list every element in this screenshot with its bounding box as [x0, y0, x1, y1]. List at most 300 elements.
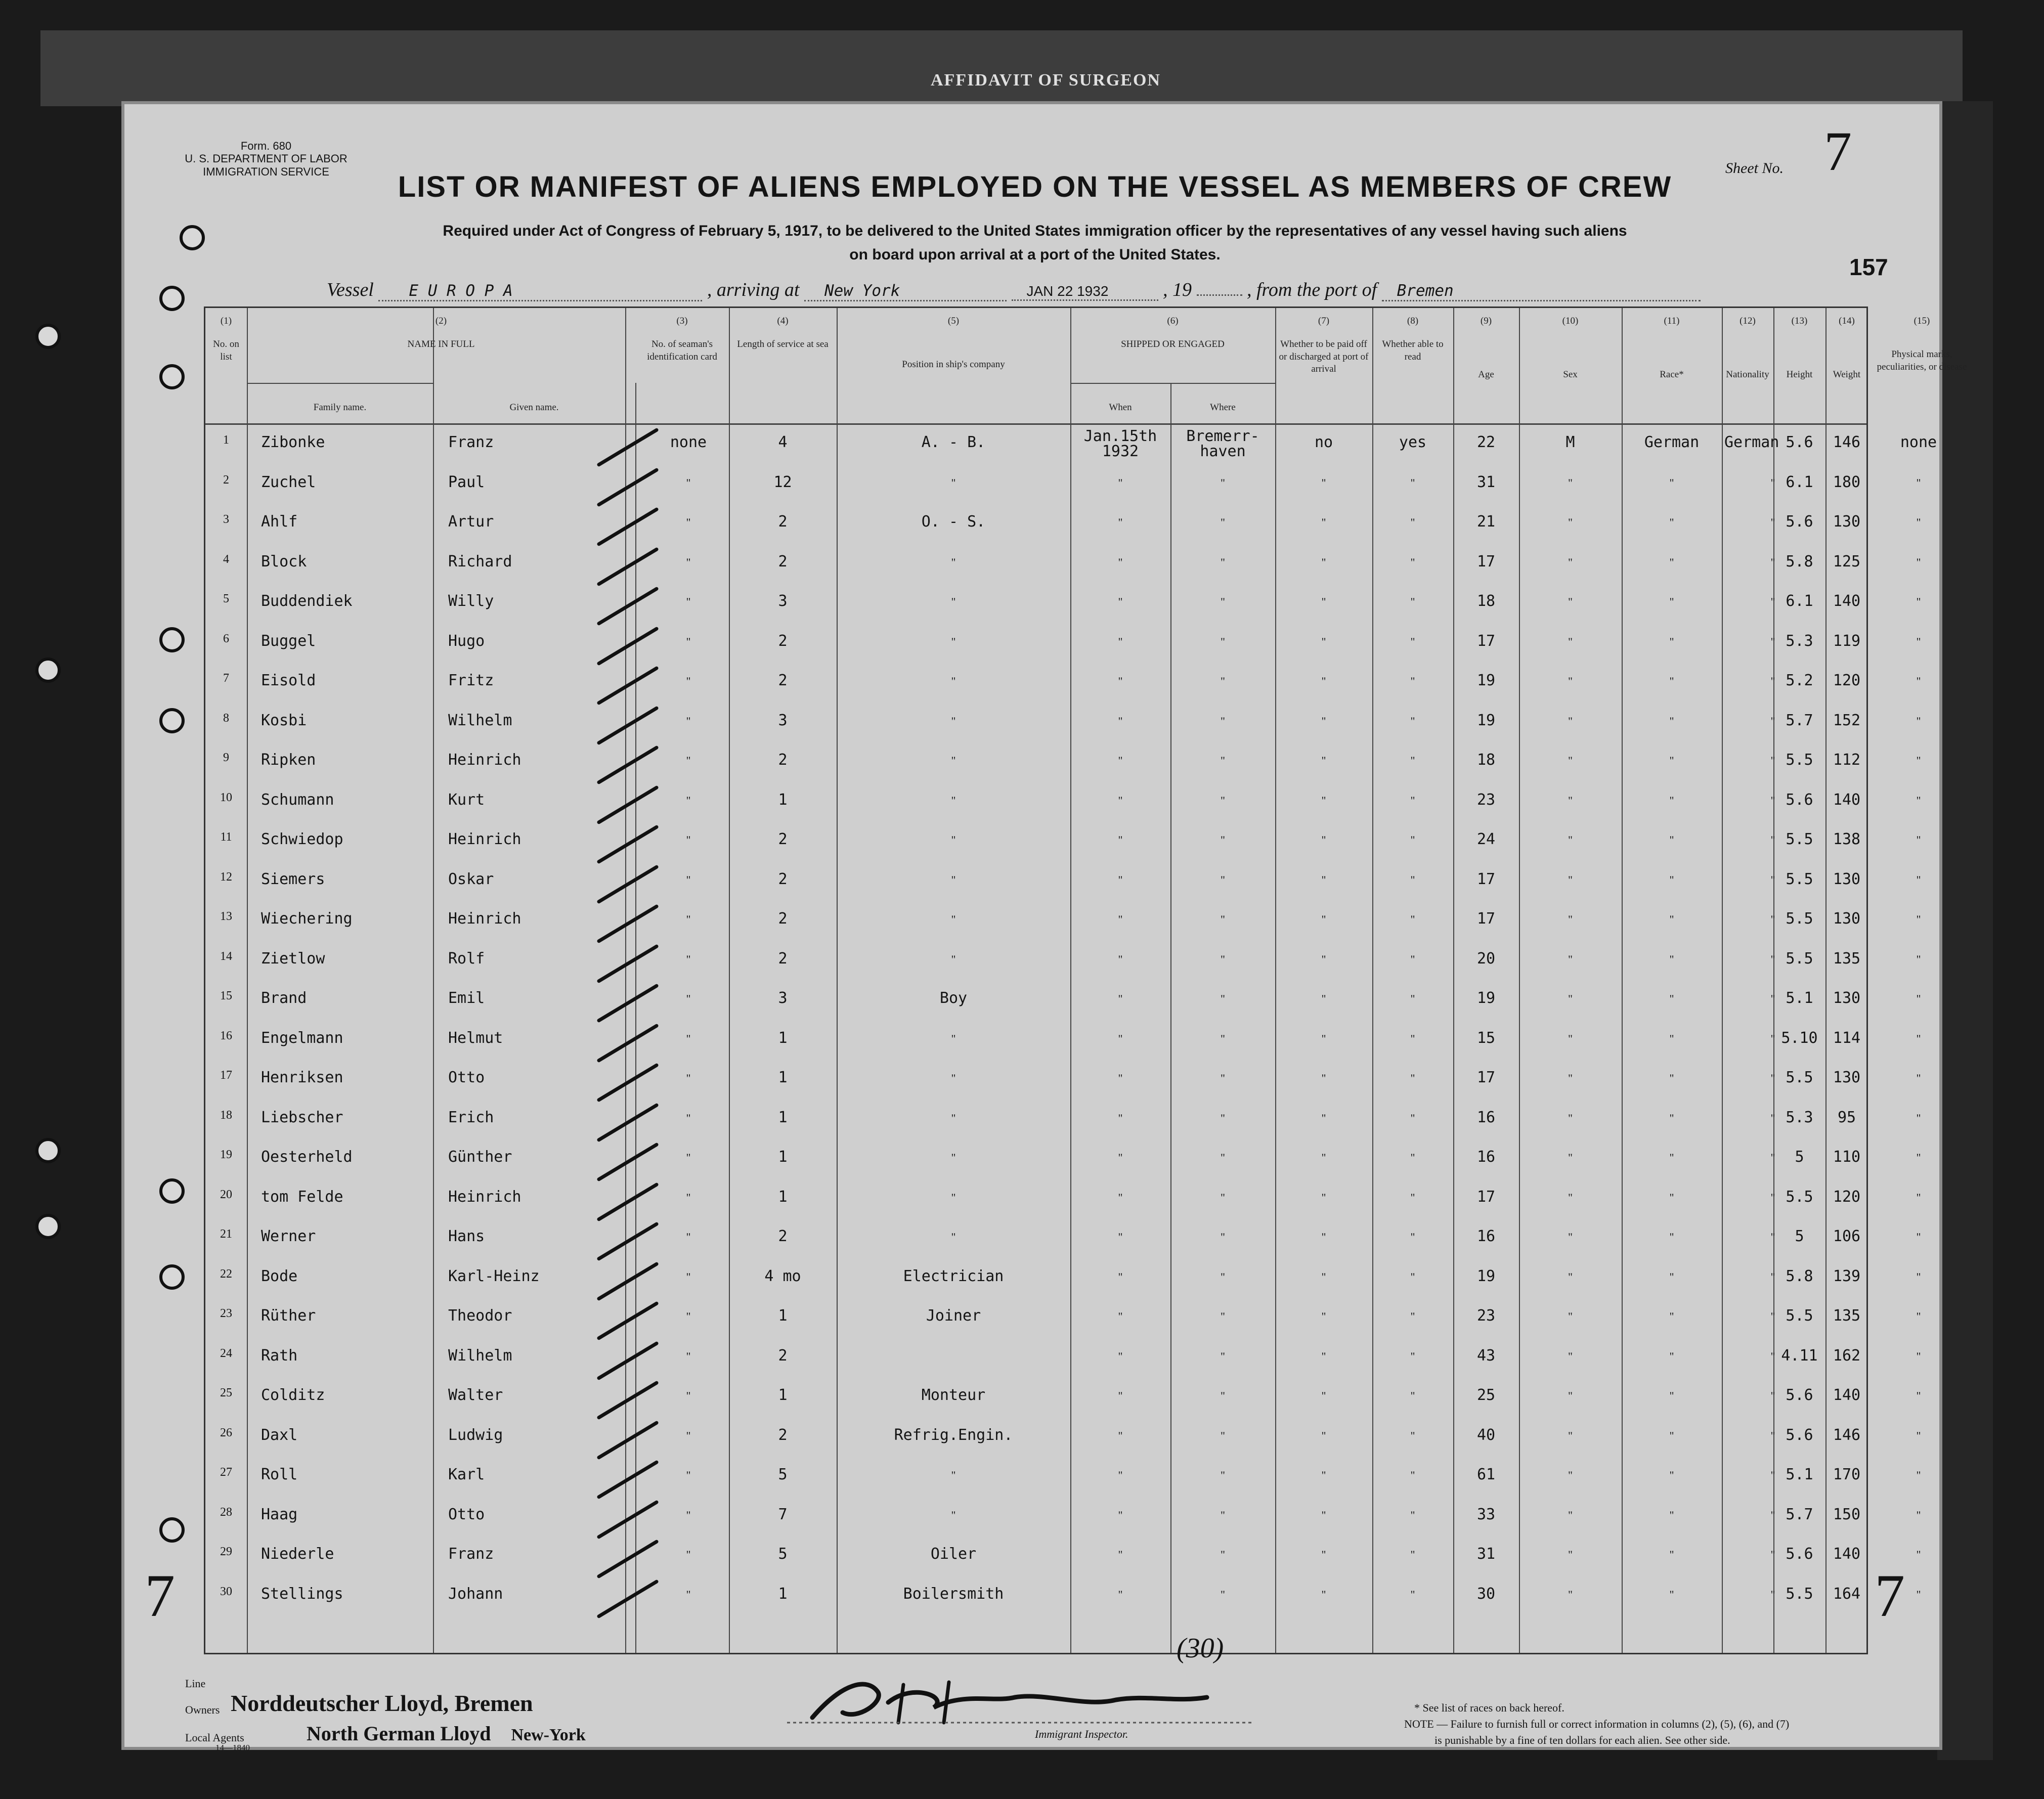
sex-ditto: "	[1568, 1191, 1573, 1204]
physical-marks-ditto: "	[1916, 1548, 1921, 1561]
shipped-where-2: haven	[1200, 443, 1246, 460]
age: 16	[1476, 1227, 1496, 1245]
column-rule	[1070, 308, 1071, 1653]
shipped-where-ditto: "	[1221, 1429, 1225, 1442]
paid-off-ditto: "	[1321, 794, 1326, 807]
shipped-where-ditto: "	[1221, 992, 1225, 1005]
owners-stamp: Norddeutscher Lloyd, Bremen	[231, 1690, 533, 1716]
paid-off-ditto: "	[1321, 1191, 1326, 1204]
family-name: Brand	[261, 989, 307, 1007]
shipped-when-ditto: "	[1118, 794, 1123, 807]
age: 16	[1476, 1108, 1496, 1126]
height: 5.6	[1786, 1545, 1813, 1563]
seaman-card-ditto: "	[686, 1469, 691, 1481]
seaman-card-ditto: "	[686, 992, 691, 1005]
family-name: Zibonke	[261, 433, 325, 451]
nationality-ditto: "	[1770, 1072, 1775, 1084]
binder-hole	[180, 225, 205, 250]
shipped-when-ditto: "	[1118, 1191, 1123, 1204]
weight: 140	[1833, 1545, 1861, 1563]
paid-off-ditto: "	[1321, 1508, 1326, 1521]
paid-off-ditto: "	[1321, 754, 1326, 767]
row-number: 4	[223, 552, 229, 566]
service-length: 1	[778, 1585, 788, 1603]
height: 5.5	[1786, 1307, 1813, 1325]
shipped-when-ditto: "	[1118, 1469, 1123, 1481]
service-length: 3	[778, 711, 788, 729]
column-header-4: Length of service at sea	[737, 339, 829, 349]
check-stroke	[596, 666, 659, 705]
row-number: 25	[220, 1386, 232, 1399]
sex-ditto: "	[1568, 1508, 1573, 1521]
paid-off-ditto: "	[1321, 1389, 1326, 1402]
ship-position-ditto: "	[951, 754, 956, 767]
nationality-ditto: "	[1770, 555, 1775, 568]
shipped-where-ditto: "	[1221, 794, 1225, 807]
sex-ditto: "	[1568, 1548, 1573, 1561]
family-name: Ripken	[261, 751, 316, 769]
weight: 112	[1833, 751, 1861, 769]
weight: 106	[1833, 1227, 1861, 1245]
check-stroke	[596, 1221, 659, 1261]
shipped-where-ditto: "	[1221, 595, 1225, 608]
weight: 125	[1833, 552, 1861, 571]
ship-position-ditto: "	[951, 952, 956, 966]
column-header-9: Age	[1478, 369, 1494, 380]
weight: 130	[1833, 513, 1861, 531]
seaman-card-ditto: "	[686, 794, 691, 807]
race-ditto: "	[1669, 1072, 1674, 1084]
able-to-read-ditto: "	[1410, 1151, 1415, 1164]
family-name: Daxl	[261, 1426, 298, 1444]
shipped-where-ditto: "	[1221, 1032, 1225, 1045]
weight: 135	[1833, 949, 1861, 968]
family-name: Kosbi	[261, 711, 307, 729]
column-header-13: Height	[1786, 369, 1813, 380]
check-stroke	[596, 944, 659, 983]
able-to-read-ditto: "	[1410, 992, 1415, 1005]
column-header-2: NAME IN FULL	[407, 339, 475, 349]
race-ditto: "	[1669, 1469, 1674, 1481]
check-stroke	[596, 1539, 659, 1578]
race-ditto: "	[1669, 1429, 1674, 1442]
physical-marks-ditto: "	[1916, 675, 1921, 687]
service-length: 5	[778, 1466, 788, 1483]
shipped-where-ditto: "	[1221, 1588, 1225, 1601]
physical-marks-ditto: "	[1916, 794, 1921, 807]
physical-marks-ditto: "	[1916, 1469, 1921, 1481]
ship-position: Joiner	[926, 1307, 981, 1325]
able-to-read-ditto: "	[1410, 516, 1415, 529]
service-length: 7	[778, 1505, 788, 1523]
race-ditto: "	[1669, 913, 1674, 926]
form-code: 14—1840	[215, 1743, 250, 1752]
nationality-ditto: "	[1770, 635, 1775, 648]
weight: 140	[1833, 592, 1861, 610]
service-length: 4	[778, 433, 788, 451]
arriving-port: New York	[804, 282, 1007, 301]
sex-ditto: "	[1568, 516, 1573, 529]
column-number-2: (2)	[435, 316, 447, 326]
able-to-read-ditto: "	[1410, 1310, 1415, 1323]
row-number: 3	[223, 513, 229, 526]
seaman-card-ditto: "	[686, 1072, 691, 1084]
check-stroke	[596, 1420, 659, 1460]
sex-ditto: "	[1568, 952, 1573, 966]
physical-marks-ditto: "	[1916, 1151, 1921, 1164]
seaman-card-ditto: "	[686, 1548, 691, 1561]
family-name: Zietlow	[261, 949, 325, 968]
race-ditto: "	[1669, 1151, 1674, 1164]
column-number-15: (15)	[1913, 316, 1930, 326]
paid-off-ditto: "	[1321, 1588, 1326, 1601]
shipped-split-rule	[1170, 383, 1171, 1653]
weight: 146	[1833, 433, 1861, 451]
ship-position: Boy	[939, 989, 968, 1007]
race-ditto: "	[1669, 1231, 1674, 1243]
able-to-read-ditto: "	[1410, 1191, 1415, 1204]
seaman-card-ditto: "	[686, 675, 691, 687]
column-number-3: (3)	[676, 316, 688, 326]
sex-ditto: "	[1568, 794, 1573, 807]
physical-marks-ditto: "	[1916, 1032, 1921, 1045]
row-number: 16	[220, 1029, 232, 1042]
able-to-read-ditto: "	[1410, 1588, 1415, 1601]
given-name-subheader: Given name.	[509, 402, 559, 413]
race-ditto: "	[1669, 1191, 1674, 1204]
check-stroke	[596, 1182, 659, 1221]
shipped-where-ditto: "	[1221, 675, 1225, 687]
shipped-where-ditto: "	[1221, 1111, 1225, 1124]
shipped-where-ditto: "	[1221, 635, 1225, 648]
shipped-when-ditto: "	[1118, 1429, 1123, 1442]
owners-label: Owners	[185, 1703, 220, 1716]
binder-hole	[159, 364, 185, 389]
row-number: 9	[223, 751, 229, 764]
ship-position-ditto: "	[951, 555, 956, 568]
service-length: 2	[778, 830, 788, 848]
column-header-5: Position in ship's company	[902, 359, 1005, 370]
sex-ditto: "	[1568, 833, 1573, 846]
family-name: Eisold	[261, 672, 316, 689]
shipped-when-ditto: "	[1118, 754, 1123, 767]
family-name: Rath	[261, 1346, 298, 1365]
height: 5.5	[1786, 830, 1813, 848]
ship-position-ditto: "	[951, 595, 956, 608]
binder-hole	[159, 1517, 185, 1543]
weight: 139	[1833, 1267, 1861, 1285]
able-to-read-ditto: "	[1410, 1389, 1415, 1402]
shipped-when-ditto: "	[1118, 675, 1123, 687]
nationality-ditto: "	[1770, 1389, 1775, 1402]
weight: 120	[1833, 672, 1861, 689]
nationality-ditto: "	[1770, 992, 1775, 1005]
weight: 114	[1833, 1029, 1861, 1047]
check-stroke	[596, 706, 659, 745]
physical-marks: none	[1900, 433, 1937, 451]
nationality-ditto: "	[1770, 1270, 1775, 1283]
able-to-read: yes	[1399, 433, 1427, 451]
age: 18	[1476, 751, 1496, 769]
age: 16	[1476, 1148, 1496, 1166]
paid-off-ditto: "	[1321, 635, 1326, 648]
check-stroke	[596, 983, 659, 1023]
sex-ditto: "	[1568, 1349, 1573, 1363]
shipped-when-ditto: "	[1118, 1111, 1123, 1124]
ship-position-ditto: "	[951, 1191, 956, 1204]
paid-off-ditto: "	[1321, 1111, 1326, 1124]
check-stroke	[596, 1023, 659, 1063]
height: 5.5	[1786, 1585, 1813, 1603]
paid-off-ditto: "	[1321, 1072, 1326, 1084]
service-length: 3	[778, 989, 788, 1007]
binder-hole	[159, 1178, 185, 1204]
seaman-card-ditto: "	[686, 1270, 691, 1283]
row-number: 6	[223, 632, 229, 645]
seaman-card-ditto: "	[686, 833, 691, 846]
row-number: 14	[220, 949, 232, 963]
age: 19	[1476, 672, 1496, 689]
weight: 180	[1833, 473, 1861, 491]
service-length: 5	[778, 1545, 788, 1563]
physical-marks-ditto: "	[1916, 1270, 1921, 1283]
age: 19	[1476, 711, 1496, 729]
age: 19	[1476, 1267, 1496, 1285]
given-name: Helmut	[448, 1029, 503, 1047]
physical-marks-ditto: "	[1916, 1191, 1921, 1204]
row-number: 5	[223, 592, 229, 605]
ship-position: O. - S.	[921, 513, 986, 531]
nationality-ditto: "	[1770, 913, 1775, 926]
weight: 95	[1837, 1108, 1856, 1126]
column-number-1: (1)	[220, 316, 232, 326]
able-to-read-ditto: "	[1410, 675, 1415, 687]
seaman-card-ditto: "	[686, 595, 691, 608]
height: 6.1	[1786, 592, 1813, 610]
row-number: 30	[220, 1585, 232, 1598]
paid-off-ditto: "	[1321, 992, 1326, 1005]
weight: 140	[1833, 791, 1861, 809]
weight: 130	[1833, 870, 1861, 888]
ship-position: Monteur	[921, 1386, 986, 1404]
row-number: 15	[220, 989, 232, 1002]
shipped-where-ditto: "	[1221, 1191, 1225, 1204]
shipped-when-ditto: "	[1118, 913, 1123, 926]
ship-position-ditto: "	[951, 1151, 956, 1164]
sex-ditto: "	[1568, 476, 1573, 489]
service-length: 2	[778, 1346, 788, 1365]
column-header-15: Physical marks, peculiarities, or disease	[1877, 349, 1967, 372]
service-length: 2	[778, 632, 788, 650]
seaman-card-ditto: "	[686, 1508, 691, 1521]
seaman-card-ditto: "	[686, 1349, 691, 1363]
paid-off-ditto: "	[1321, 1032, 1326, 1045]
weight: 135	[1833, 1307, 1861, 1325]
shipped-where-ditto: "	[1221, 1270, 1225, 1283]
paid-off-ditto: "	[1321, 952, 1326, 966]
able-to-read-ditto: "	[1410, 476, 1415, 489]
nationality-ditto: "	[1770, 675, 1775, 687]
height: 5	[1795, 1227, 1804, 1245]
row-number: 18	[220, 1108, 232, 1122]
column-number-4: (4)	[777, 316, 789, 326]
footnote-penalty-1: NOTE — Failure to furnish full or correct information in columns (2), (5), (6), and (7)	[1404, 1717, 1790, 1730]
age: 23	[1476, 1307, 1496, 1325]
given-name: Fritz	[448, 672, 494, 689]
shipped-where-ditto: "	[1221, 476, 1225, 489]
shipped-when-ditto: "	[1118, 873, 1123, 886]
weight: 130	[1833, 989, 1861, 1007]
able-to-read-ditto: "	[1410, 1469, 1415, 1481]
row-number: 29	[220, 1545, 232, 1558]
row-number: 11	[220, 830, 232, 844]
service-length: 2	[778, 751, 788, 769]
check-stroke	[596, 745, 659, 784]
from-port: Bremen	[1382, 282, 1701, 301]
family-name: Werner	[261, 1227, 316, 1245]
row-number: 7	[223, 672, 229, 685]
nationality: German	[1724, 433, 1779, 451]
row-number: 12	[220, 870, 232, 884]
department-name: U. S. DEPARTMENT OF LABOR	[185, 152, 347, 165]
shipped-when: Jan.15th	[1083, 427, 1157, 445]
column-rule	[625, 308, 626, 1653]
race-ditto: "	[1669, 1349, 1674, 1363]
column-rule	[837, 308, 838, 1653]
height: 5.8	[1786, 552, 1813, 571]
able-to-read-ditto: "	[1410, 1349, 1415, 1363]
column-number-10: (10)	[1562, 316, 1579, 326]
affidavit-heading: AFFIDAVIT OF SURGEON	[931, 71, 1161, 90]
age: 40	[1476, 1426, 1496, 1444]
height: 5.10	[1781, 1029, 1818, 1047]
race-ditto: "	[1669, 675, 1674, 687]
service-length: 2	[778, 552, 788, 571]
column-rule	[729, 308, 730, 1653]
seaman-card-ditto: "	[686, 873, 691, 886]
family-name: Block	[261, 552, 307, 571]
age: 20	[1476, 949, 1496, 968]
paid-off-ditto: "	[1321, 1270, 1326, 1283]
service-length: 1	[778, 791, 788, 809]
race-ditto: "	[1669, 1389, 1674, 1402]
paid-off-ditto: "	[1321, 873, 1326, 886]
shipped-where-ditto: "	[1221, 1548, 1225, 1561]
shipped-where-ditto: "	[1221, 1469, 1225, 1481]
given-name: Rolf	[448, 949, 485, 968]
age: 21	[1476, 513, 1496, 531]
row-number: 23	[220, 1307, 232, 1320]
family-name: Ahlf	[261, 513, 298, 531]
shipped-where-ditto: "	[1221, 714, 1225, 727]
shipped-when-ditto: "	[1118, 1588, 1123, 1601]
vessel-name: E U R O P A	[378, 282, 702, 301]
nationality-ditto: "	[1770, 754, 1775, 767]
row-number: 28	[220, 1505, 232, 1519]
ship-position-ditto: "	[951, 714, 956, 727]
seaman-card-ditto: "	[686, 754, 691, 767]
race-ditto: "	[1669, 1032, 1674, 1045]
age: 17	[1476, 552, 1496, 571]
weight: 120	[1833, 1188, 1861, 1206]
height: 5.6	[1786, 433, 1813, 451]
shipped-where-ditto: "	[1221, 952, 1225, 966]
weight: 130	[1833, 910, 1861, 928]
sheet-number: 7	[1824, 120, 1852, 182]
nationality-ditto: "	[1770, 1469, 1775, 1481]
row-number: 17	[220, 1069, 232, 1082]
family-name: Rüther	[261, 1307, 316, 1325]
able-to-read-ditto: "	[1410, 635, 1415, 648]
paid-off-ditto: "	[1321, 1349, 1326, 1363]
check-stroke	[596, 1579, 659, 1618]
column-number-9: (9)	[1480, 316, 1492, 326]
when-subheader: When	[1109, 402, 1132, 413]
column-rule	[1519, 308, 1520, 1653]
race-ditto: "	[1669, 1310, 1674, 1323]
shipped-when-ditto: "	[1118, 1072, 1123, 1084]
binder-hole	[159, 1264, 185, 1290]
shipped-where-ditto: "	[1221, 913, 1225, 926]
shipped-where: Bremerr-	[1186, 427, 1259, 445]
shipped-where-ditto: "	[1221, 1072, 1225, 1084]
service-length: 1	[778, 1108, 788, 1126]
page-number: 157	[1849, 254, 1888, 280]
height: 5.5	[1786, 751, 1813, 769]
service-name: IMMIGRATION SERVICE	[203, 165, 329, 178]
nationality-ditto: "	[1770, 1548, 1775, 1561]
nationality-ditto: "	[1770, 595, 1775, 608]
age: 61	[1476, 1466, 1496, 1483]
column-number-7: (7)	[1318, 316, 1330, 326]
check-stroke	[596, 547, 659, 586]
ship-position: Boilersmith	[903, 1585, 1004, 1603]
ship-position-ditto: "	[951, 675, 956, 687]
able-to-read-ditto: "	[1410, 913, 1415, 926]
sex-ditto: "	[1568, 675, 1573, 687]
seaman-card-ditto: "	[686, 1032, 691, 1045]
given-name: Franz	[448, 1545, 494, 1563]
binder-hole	[159, 286, 185, 311]
column-number-5: (5)	[947, 316, 960, 326]
ship-position-ditto: "	[951, 635, 956, 648]
height: 5.7	[1786, 1505, 1813, 1523]
check-stroke	[596, 1460, 659, 1499]
nationality-ditto: "	[1770, 1151, 1775, 1164]
physical-marks-ditto: "	[1916, 952, 1921, 966]
check-stroke	[596, 1142, 659, 1181]
nationality-ditto: "	[1770, 1429, 1775, 1442]
sex-ditto: "	[1568, 1151, 1573, 1164]
year-blank	[1197, 294, 1242, 296]
given-name: Oskar	[448, 870, 494, 888]
weight: 130	[1833, 1069, 1861, 1086]
manifest-title: LIST OR MANIFEST OF ALIENS EMPLOYED ON THE VESSEL AS MEMBERS OF CREW	[398, 170, 1672, 203]
given-name: Heinrich	[448, 1188, 521, 1206]
age: 24	[1476, 830, 1496, 848]
age: 31	[1476, 473, 1496, 491]
column-rule	[1722, 308, 1723, 1653]
column-header-11: Race*	[1660, 369, 1684, 380]
sex-ditto: "	[1568, 873, 1573, 886]
nationality-ditto: "	[1770, 476, 1775, 489]
able-to-read-ditto: "	[1410, 794, 1415, 807]
service-length: 1	[778, 1029, 788, 1047]
column-number-14: (14)	[1839, 316, 1855, 326]
sex-ditto: "	[1568, 595, 1573, 608]
ship-position-ditto: "	[951, 1469, 956, 1481]
family-name: Henriksen	[261, 1069, 343, 1086]
